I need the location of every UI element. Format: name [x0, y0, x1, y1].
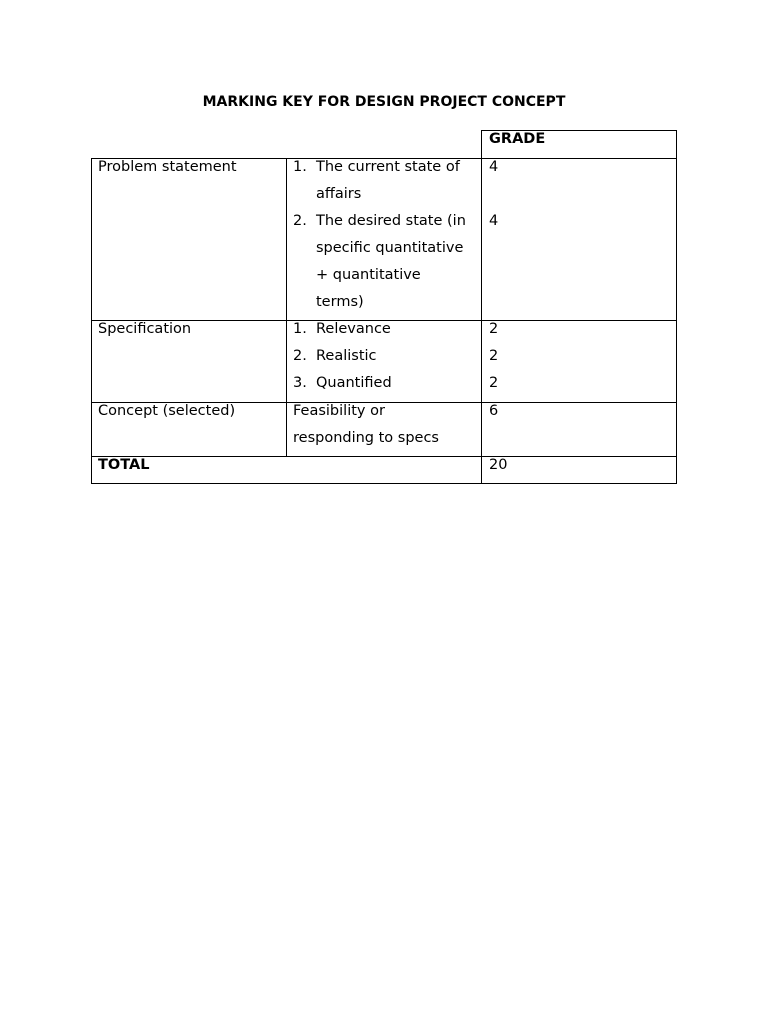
- grade-value: 4: [489, 213, 499, 229]
- table-border: [91, 456, 677, 457]
- list-item: [293, 208, 466, 316]
- grade-value: 4: [489, 159, 499, 175]
- list-item-text: [316, 154, 460, 208]
- list-item-text: Realistic: [316, 348, 377, 364]
- list-item-number: 2.: [293, 213, 307, 229]
- table-border: [91, 158, 92, 484]
- grade-value: 2: [489, 375, 499, 391]
- problem-statement-items: [293, 154, 466, 316]
- list-item-number: 1.: [293, 159, 307, 175]
- list-item-text: Relevance: [316, 321, 391, 337]
- marking-key-table: [91, 130, 677, 484]
- text-line: Feasibility or: [293, 403, 385, 419]
- grade-value: 2: [489, 321, 499, 337]
- criterion-problem-statement: Problem statement: [98, 159, 237, 175]
- text-line: + quantitative: [316, 267, 421, 283]
- criterion-concept: Concept (selected): [98, 403, 236, 419]
- text-line: terms): [316, 294, 364, 310]
- text-line: specific quantitative: [316, 240, 464, 256]
- list-item: [293, 370, 392, 397]
- document-title: MARKING KEY FOR DESIGN PROJECT CONCEPT: [202, 94, 566, 110]
- table-border: [91, 483, 677, 484]
- list-item-text: Quantified: [316, 375, 392, 391]
- table-border: [286, 158, 287, 457]
- grade-column-header: GRADE: [489, 131, 546, 147]
- table-border: [481, 130, 482, 484]
- list-item-number: 3.: [293, 375, 307, 391]
- list-item-text: [316, 208, 466, 316]
- text-line: responding to specs: [293, 430, 439, 446]
- total-label: TOTAL: [98, 457, 150, 473]
- list-item: [293, 316, 392, 343]
- criterion-specification: Specification: [98, 321, 192, 337]
- list-item-number: 1.: [293, 321, 307, 337]
- text-line: The desired state (in: [316, 213, 466, 229]
- grade-value: 6: [489, 403, 499, 419]
- total-value: 20: [489, 457, 508, 473]
- list-item: [293, 154, 466, 208]
- text-line: affairs: [316, 186, 362, 202]
- grade-value: 2: [489, 348, 499, 364]
- table-border: [676, 130, 677, 484]
- concept-description: [293, 398, 439, 452]
- list-item-number: 2.: [293, 348, 307, 364]
- specification-items: [293, 316, 392, 397]
- text-line: The current state of: [316, 159, 460, 175]
- list-item: [293, 343, 392, 370]
